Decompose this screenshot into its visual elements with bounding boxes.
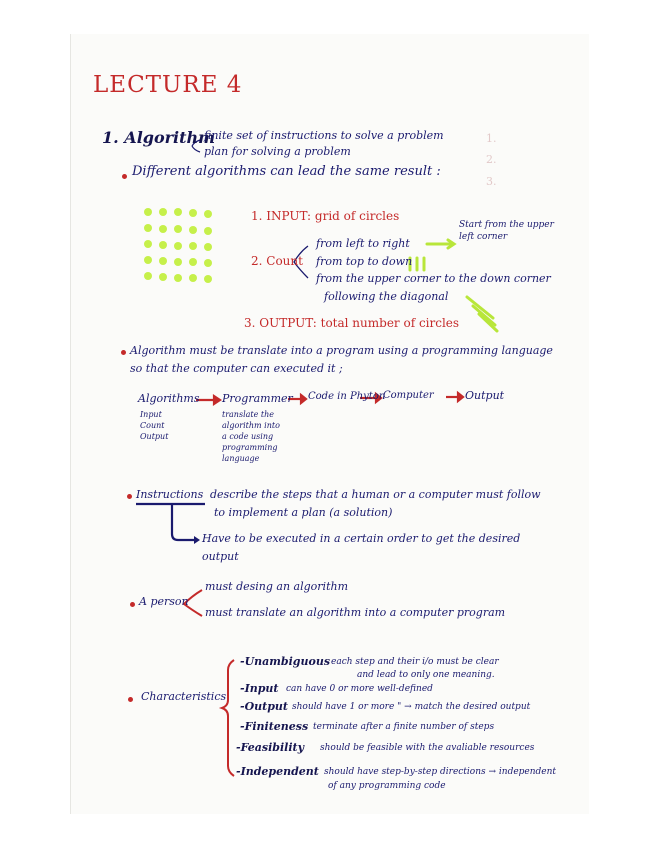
svg-text:3.: 3. <box>486 175 497 188</box>
algorithm-part-output: Output <box>140 432 169 441</box>
algorithm-part-count: Count <box>140 421 165 430</box>
definition-1: finite set of instructions to solve a problem <box>204 129 444 142</box>
instructions-connector <box>136 504 205 540</box>
flow-code: Code in Phyton <box>308 391 386 402</box>
different-algorithms-text: Different algorithms can lead the same result : <box>132 164 441 179</box>
flow-algorithms: Algorithms <box>138 392 200 405</box>
flow-programmer: Programmer <box>222 392 293 405</box>
input-step: 1. INPUT: grid of circles <box>251 209 400 223</box>
char-feasibility-desc: should be feasible with the avaliable resources <box>320 743 535 753</box>
output-step: 3. OUTPUT: total number of circles <box>244 316 460 330</box>
programmer-note-3: a code using <box>222 432 274 441</box>
char-output-desc: should have 1 or more " → match the desired output <box>292 702 531 712</box>
translate-line-2: so that the computer can executed it ; <box>130 362 343 375</box>
bullet-dot <box>130 602 135 607</box>
char-input-desc: can have 0 or more well-defined <box>286 684 433 694</box>
definition-2: plan for solving a problem <box>204 145 351 158</box>
bullet-dot <box>128 697 133 702</box>
char-feasibility: -Feasibility <box>236 741 304 754</box>
instructions-text-3: Have to be executed in a certain order to get the desired <box>202 532 521 545</box>
instructions-text-1: describe the steps that a human or a computer must follow <box>210 488 541 501</box>
programmer-note-4: programming <box>222 443 278 452</box>
count-option-1: from left to right <box>316 237 410 250</box>
char-input: -Input <box>240 682 279 695</box>
programmer-note-5: language <box>222 454 260 463</box>
algorithm-part-input: Input <box>140 410 162 419</box>
person-item-2: must translate an algorithm into a computer program <box>205 606 506 619</box>
instructions-label: Instructions <box>136 488 204 501</box>
svg-text:2.: 2. <box>486 153 497 166</box>
char-independent-desc: should have step-by-step directions → independent <box>324 767 557 777</box>
char-unambiguous-desc2: and lead to only one meaning. <box>357 670 495 680</box>
char-finiteness: -Finiteness <box>240 720 309 733</box>
bullet-dot <box>121 350 126 355</box>
page-title: LECTURE 4 <box>93 72 243 98</box>
instructions-text-2: to implement a plan (a solution) <box>214 506 393 519</box>
char-finiteness-desc: terminate after a finite number of steps <box>313 722 495 732</box>
char-independent: -Independent <box>236 765 319 778</box>
programmer-note-1: translate the <box>222 410 274 419</box>
programmer-note-2: algorithm into <box>222 421 280 430</box>
bullet-dot <box>122 174 127 179</box>
algorithm-heading: 1. Algorithm <box>102 128 216 147</box>
flow-computer: Computer <box>383 390 434 401</box>
characteristics-brace <box>222 660 234 776</box>
person-item-1: must desing an algorithm <box>205 580 349 593</box>
count-option-4: following the diagonal <box>324 290 449 303</box>
count-step: 2. Count <box>251 254 303 268</box>
bullet-dot <box>127 494 132 499</box>
translate-line-1: Algorithm must be translate into a program using a programming language <box>130 344 553 357</box>
char-unambiguous-desc: each step and their i/o must be clear <box>331 657 499 667</box>
start-note: Start from the upper left corner <box>459 220 554 242</box>
char-unambiguous: -Unambiguous <box>240 655 331 668</box>
flow-output: Output <box>465 389 505 402</box>
person-label: A person <box>139 595 189 608</box>
count-option-2: from top to down <box>316 255 413 268</box>
svg-text:1.: 1. <box>486 132 497 145</box>
circle-grid <box>144 208 212 283</box>
instructions-text-4: output <box>202 550 239 563</box>
char-independent-desc2: of any programming code <box>328 781 446 791</box>
count-option-3: from the upper corner to the down corner <box>316 272 551 285</box>
characteristics-label: Characteristics <box>141 690 227 703</box>
char-output: -Output <box>240 700 288 713</box>
